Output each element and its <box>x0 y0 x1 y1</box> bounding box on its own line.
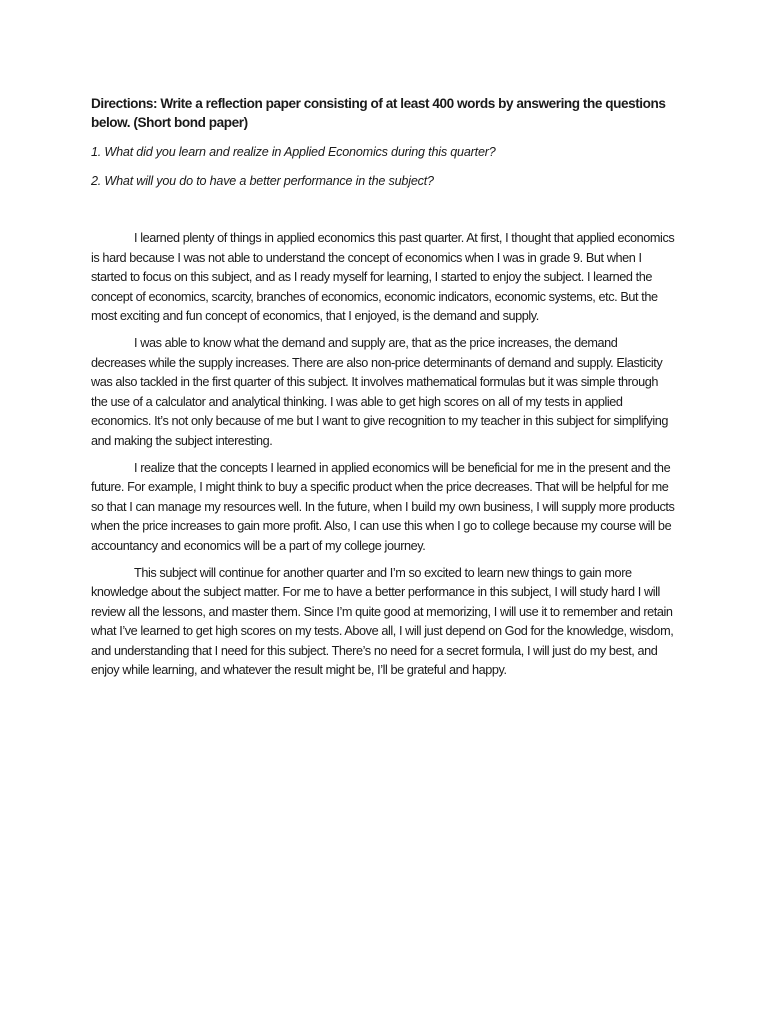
paragraph-1: I learned plenty of things in applied economics this past quarter. At first, I thought that applied economics is hard because I was not able to understand the concept of economics when I was in grade 9. But when I started to focus on this subject, and as I ready myself for learning, I started to enjoy the subject. I learned the concept of economics, scarcity, branches of economics, economic indicators, economic systems, etc. But the most exciting and fun concept of economics, that I enjoyed, is the demand and supply. <box>91 231 675 324</box>
question-2: 2. What will you do to have a better performance in the subject? <box>91 174 434 188</box>
question-1: 1. What did you learn and realize in Applied Economics during this quarter? <box>91 145 496 159</box>
paragraph-4: This subject will continue for another quarter and I’m so excited to learn new things to gain more knowledge about the subject matter. For me to have a better performance in this subject, I will study hard I will review all the lessons, and master them. Since I’m quite good at memorizing, I will use it to remember and retain what I’ve learned to get high scores on my tests. Above all, I will just depend on God for the knowledge, wisdom, and understanding that I need for this subject. There’s no need for a secret formula, I will just do my best, and enjoy while learning, and whatever the result might be, I’ll be grateful and happy. <box>91 565 674 678</box>
paragraph-2: I was able to know what the demand and supply are, that as the price increases, the demand decreases while the supply increases. There are also non-price determinants of demand and supply. Elasticity was also tackled in the first quarter of this subject. It involves mathematical formulas but it was simple through the use of a calculator and analytical thinking. I was able to get high scores on all of my tests in applied economics. It’s not only because of me but I want to give recognition to my teacher in this subject for simplifying and making the subject interesting. <box>91 335 668 448</box>
paragraph-3: I realize that the concepts I learned in applied economics will be beneficial for me in the present and the future. For example, I might think to buy a specific product when the price decreases. That will be helpful for me so that I can manage my resources well. In the future, when I build my own business, I will supply more products when the price increases to gain more profit. Also, I can use this when I go to college because my course will be accountancy and economics will be a part of my college journey. <box>91 460 675 553</box>
reflection-body <box>91 229 675 688</box>
directions-heading: Directions: Write a reflection paper consisting of at least 400 words by answering the questions below. (Short bond paper) <box>91 96 666 130</box>
